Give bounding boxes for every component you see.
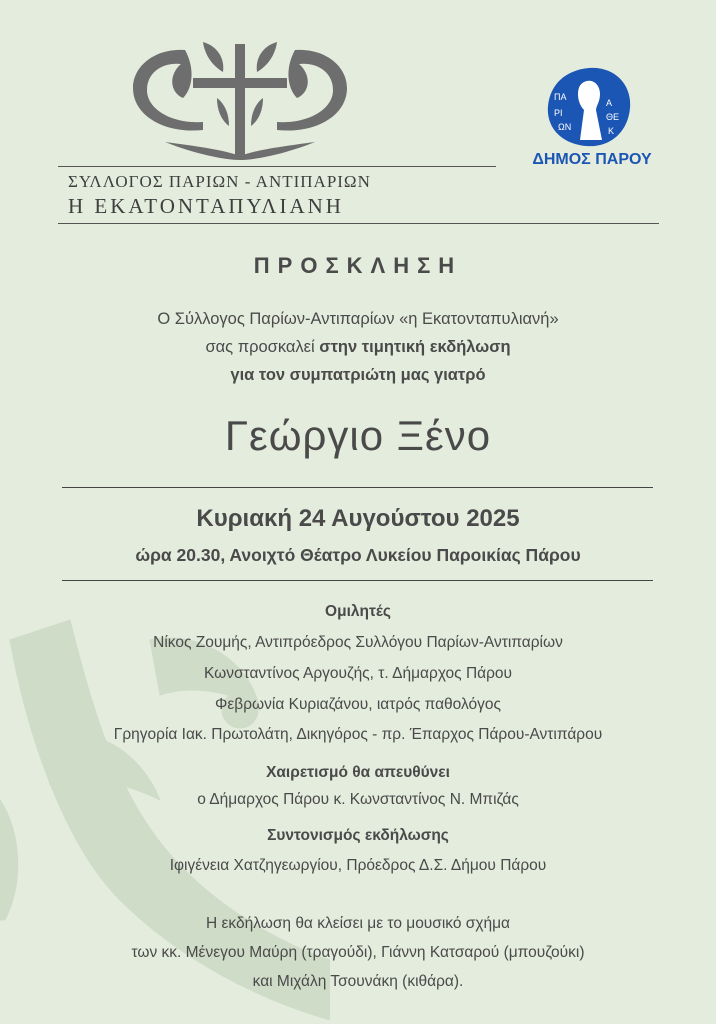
closing-line: των κκ. Μένεγου Μαύρη (τραγούδι), Γιάννη Κατσαρού (μπουζούκι) [131,944,585,961]
closing-line: Η εκδήλωση θα κλείσει με το μουσικό σχήμα [205,915,510,932]
event-date: Κυριακή 24 Αυγούστου 2025 [196,505,520,532]
municipality-name: ΔΗΜΟΣ ΠΑΡΟΥ [532,151,652,168]
speaker-item: Νίκος Ζουμής, Αντιπρόεδρος Συλλόγου Παρίων-Αντιπαρίων [153,634,563,651]
header-divider-long [58,223,659,224]
honoree-name: Γεώργιο Ξένο [224,412,492,459]
svg-text:ΡΙ: ΡΙ [554,108,563,118]
association-name-line2: Η ΕΚΑΤΟΝΤΑΠΥΛΙΑΝΗ [68,194,344,218]
intro-line-2 [0,333,716,361]
speaker-item: Φεβρωνία Κυριαζάνου, ιατρός παθολόγος [215,696,501,713]
speaker-item: Κωνσταντίνος Αργουζής, τ. Δήμαρχος Πάρου [203,665,513,682]
date-divider-bottom [62,580,653,581]
intro-line-3 [0,361,716,389]
greeting-title: Χαιρετισμό θα απευθύνει [266,764,450,781]
cross-with-vines-emblem-icon [125,38,355,160]
date-divider-top [62,487,653,488]
speakers-title: Ομιλητές [325,603,391,620]
event-time-venue: ώρα 20.30, Ανοιχτό Θέατρο Λυκείου Παροικίας Πάρου [135,545,581,565]
coordination-line: Ιφιγένεια Χατζηγεωργίου, Πρόεδρος Δ.Σ. Δήμου Πάρου [169,857,547,874]
intro-line-2-plain: σας προσκαλεί [205,338,320,356]
svg-text:ΘΕ: ΘΕ [606,112,620,122]
intro-line-1: Ο Σύλλογος Παρίων-Αντιπαρίων «η Εκατονταπυλιανή» [157,310,559,328]
closing-line: και Μιχάλη Τσουνάκη (κιθάρα). [252,973,464,990]
invitation-intro [0,305,716,389]
intro-line-2-bold: στην τιμητική εκδήλωση [319,338,511,356]
greeting-line: ο Δήμαρχος Πάρου κ. Κωνσταντίνος Ν. Μπιζάς [197,791,519,808]
paros-municipality-logo-icon [546,66,632,148]
intro-line-3-bold: για τον συμπατριώτη μας γιατρό [230,366,486,384]
svg-text:Κ: Κ [608,126,615,136]
association-name-line1: ΣΥΛΛΟΓΟΣ ΠΑΡΙΩΝ - ΑΝΤΙΠΑΡΙΩΝ [68,172,371,191]
svg-text:Α: Α [606,98,613,108]
invitation-heading: ΠΡΟΣΚΛΗΣΗ [253,253,463,278]
coordination-title: Συντονισμός εκδήλωσης [267,827,449,844]
svg-text:ΩΝ: ΩΝ [558,122,572,132]
header-divider-short [58,166,496,167]
svg-text:ΠΑ: ΠΑ [554,92,567,102]
speaker-item: Γρηγορία Ιακ. Πρωτολάτη, Δικηγόρος - πρ. Έπαρχος Πάρου-Αντιπάρου [113,726,603,743]
